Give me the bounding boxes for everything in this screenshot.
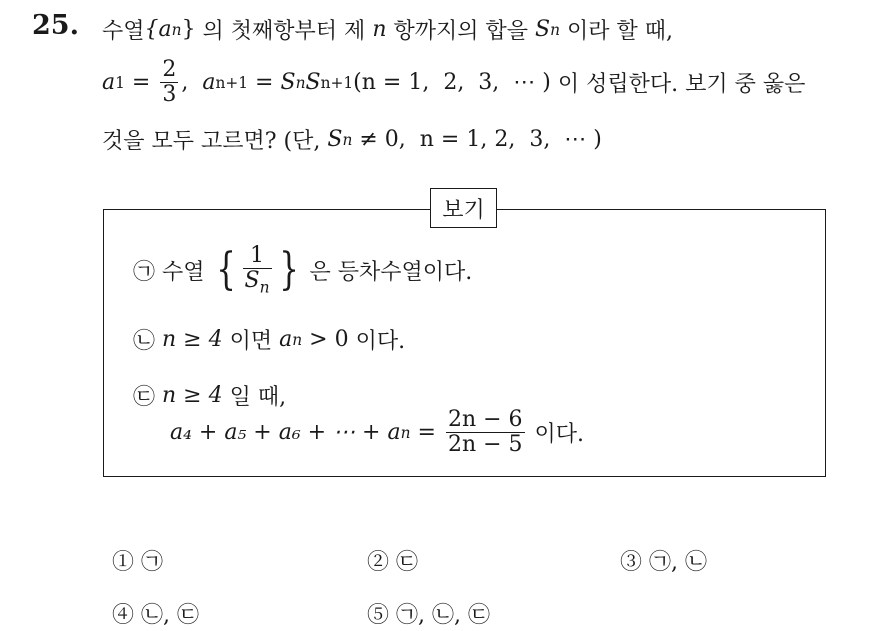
- choice-1[interactable]: ① ㉠: [112, 550, 163, 575]
- item-marker-1: ㉠: [133, 259, 156, 285]
- question-line-3: 것을 모두 고르면? (단, S n ≠ 0, n = 1, 2, 3, ⋯ ): [102, 127, 602, 154]
- item-marker-2: ㉡: [133, 329, 156, 354]
- item-marker-3: ㉢: [133, 385, 156, 410]
- example-box-label: 보기: [430, 188, 497, 228]
- left-brace: {: [215, 244, 236, 296]
- fraction-two-thirds: $\frac{2}{3}$: [162, 57, 177, 108]
- right-brace: }: [278, 244, 299, 296]
- example-item-2: ㉡ n ≥ 4 이면 a n > 0 이다.: [133, 324, 405, 355]
- question-line-1: 수열 {a n } 의 첫째항부터 제 n 항까지의 합을 S n 이라 할 때,: [102, 17, 673, 44]
- example-item-1: ㉠ 수열 { $\frac{1}{S_n}$ } 은 등차수열이다.: [133, 243, 473, 297]
- fraction-one-over-sn: $\frac{1}{S_n}$: [244, 243, 270, 297]
- choice-5[interactable]: ⑤ ㉠, ㉡, ㉢: [367, 603, 490, 628]
- fraction-sum-result: $\frac{2n - 6}{2n - 5}$: [447, 407, 523, 458]
- question-number: 25.: [32, 10, 79, 41]
- example-item-3-formula: a₄ + a₅ + a₆ + ⋯ + a n = $\frac{2n - 6}{2n - 5}$ 이다.: [170, 407, 585, 458]
- choice-3[interactable]: ③ ㉠, ㉡: [620, 550, 707, 575]
- choice-4[interactable]: ④ ㉡, ㉢: [112, 603, 199, 628]
- choice-2[interactable]: ② ㉢: [367, 550, 418, 575]
- example-item-3: ㉢ n ≥ 4 일 때,: [133, 380, 286, 411]
- question-line-2: a 1 = $\frac{2}{3}$ , a n+1 = S n S n+1 (n = 1, 2, 3, ⋯ ) 이 성립한다. 보기 중 옳은: [102, 57, 806, 108]
